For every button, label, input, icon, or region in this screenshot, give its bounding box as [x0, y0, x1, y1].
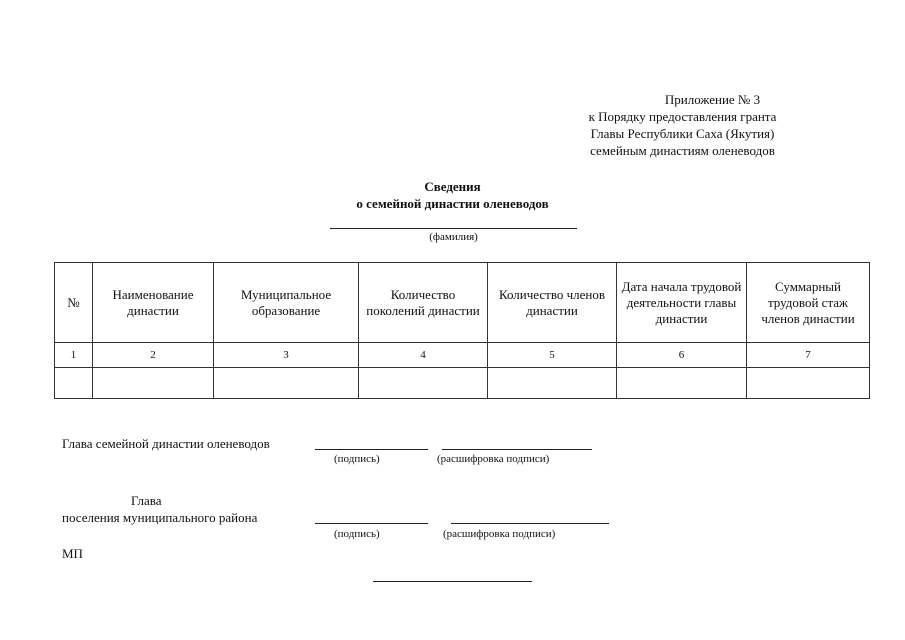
- decoding-line: [442, 449, 592, 450]
- header-cell: Дата начала трудовой деятельности главы династии: [617, 263, 747, 343]
- signature-line: [315, 449, 428, 450]
- empty-cell[interactable]: [488, 368, 617, 399]
- empty-cell[interactable]: [55, 368, 93, 399]
- surname-line: [330, 228, 577, 229]
- title-line-2: о семейной династии оленеводов: [356, 196, 549, 211]
- decoding-caption: (расшифровка подписи): [443, 528, 556, 540]
- number-cell: 7: [747, 343, 870, 368]
- empty-cell[interactable]: [93, 368, 214, 399]
- number-cell: 1: [55, 343, 93, 368]
- document-title: [300, 178, 605, 212]
- number-cell: 2: [93, 343, 214, 368]
- surname-caption: (фамилия): [429, 231, 478, 243]
- header-cell: Наименование династии: [93, 263, 214, 343]
- head-of-dynasty-label: Глава семейной династии оленеводов: [62, 436, 270, 451]
- table-row: [55, 368, 870, 399]
- appendix-line-3: Главы Республики Саха (Якутия): [590, 126, 775, 141]
- decoding-caption: (расшифровка подписи): [437, 453, 550, 465]
- appendix-block: [560, 91, 805, 159]
- header-cell: Суммарный трудовой стаж членов династии: [747, 263, 870, 343]
- table-header-row: [55, 263, 870, 343]
- decoding-line: [451, 523, 609, 524]
- appendix-line-4: семейным династиям оленеводов: [590, 143, 775, 158]
- header-cell: Муниципальное образование: [214, 263, 359, 343]
- table-number-row: [55, 343, 870, 368]
- stamp-label: МП: [62, 546, 83, 561]
- header-cell: №: [55, 263, 93, 343]
- signature-caption: (подпись): [334, 528, 380, 540]
- number-cell: 4: [359, 343, 488, 368]
- signature-caption: (подпись): [334, 453, 380, 465]
- appendix-line-2: к Порядку предоставления гранта: [588, 109, 777, 124]
- dynasty-table: [54, 262, 870, 399]
- empty-cell[interactable]: [359, 368, 488, 399]
- number-cell: 5: [488, 343, 617, 368]
- empty-cell[interactable]: [747, 368, 870, 399]
- head-of-settlement-label-1: Глава: [131, 493, 162, 508]
- appendix-line-1: Приложение № 3: [664, 92, 761, 107]
- header-cell: Количество членов династии: [488, 263, 617, 343]
- empty-cell[interactable]: [617, 368, 747, 399]
- empty-cell[interactable]: [214, 368, 359, 399]
- number-cell: 6: [617, 343, 747, 368]
- signature-line: [315, 523, 428, 524]
- header-cell: Количество поколений династии: [359, 263, 488, 343]
- number-cell: 3: [214, 343, 359, 368]
- end-line: [373, 581, 532, 582]
- title-line-1: Сведения: [424, 179, 481, 194]
- head-of-settlement-label-2: поселения муниципального района: [62, 510, 258, 525]
